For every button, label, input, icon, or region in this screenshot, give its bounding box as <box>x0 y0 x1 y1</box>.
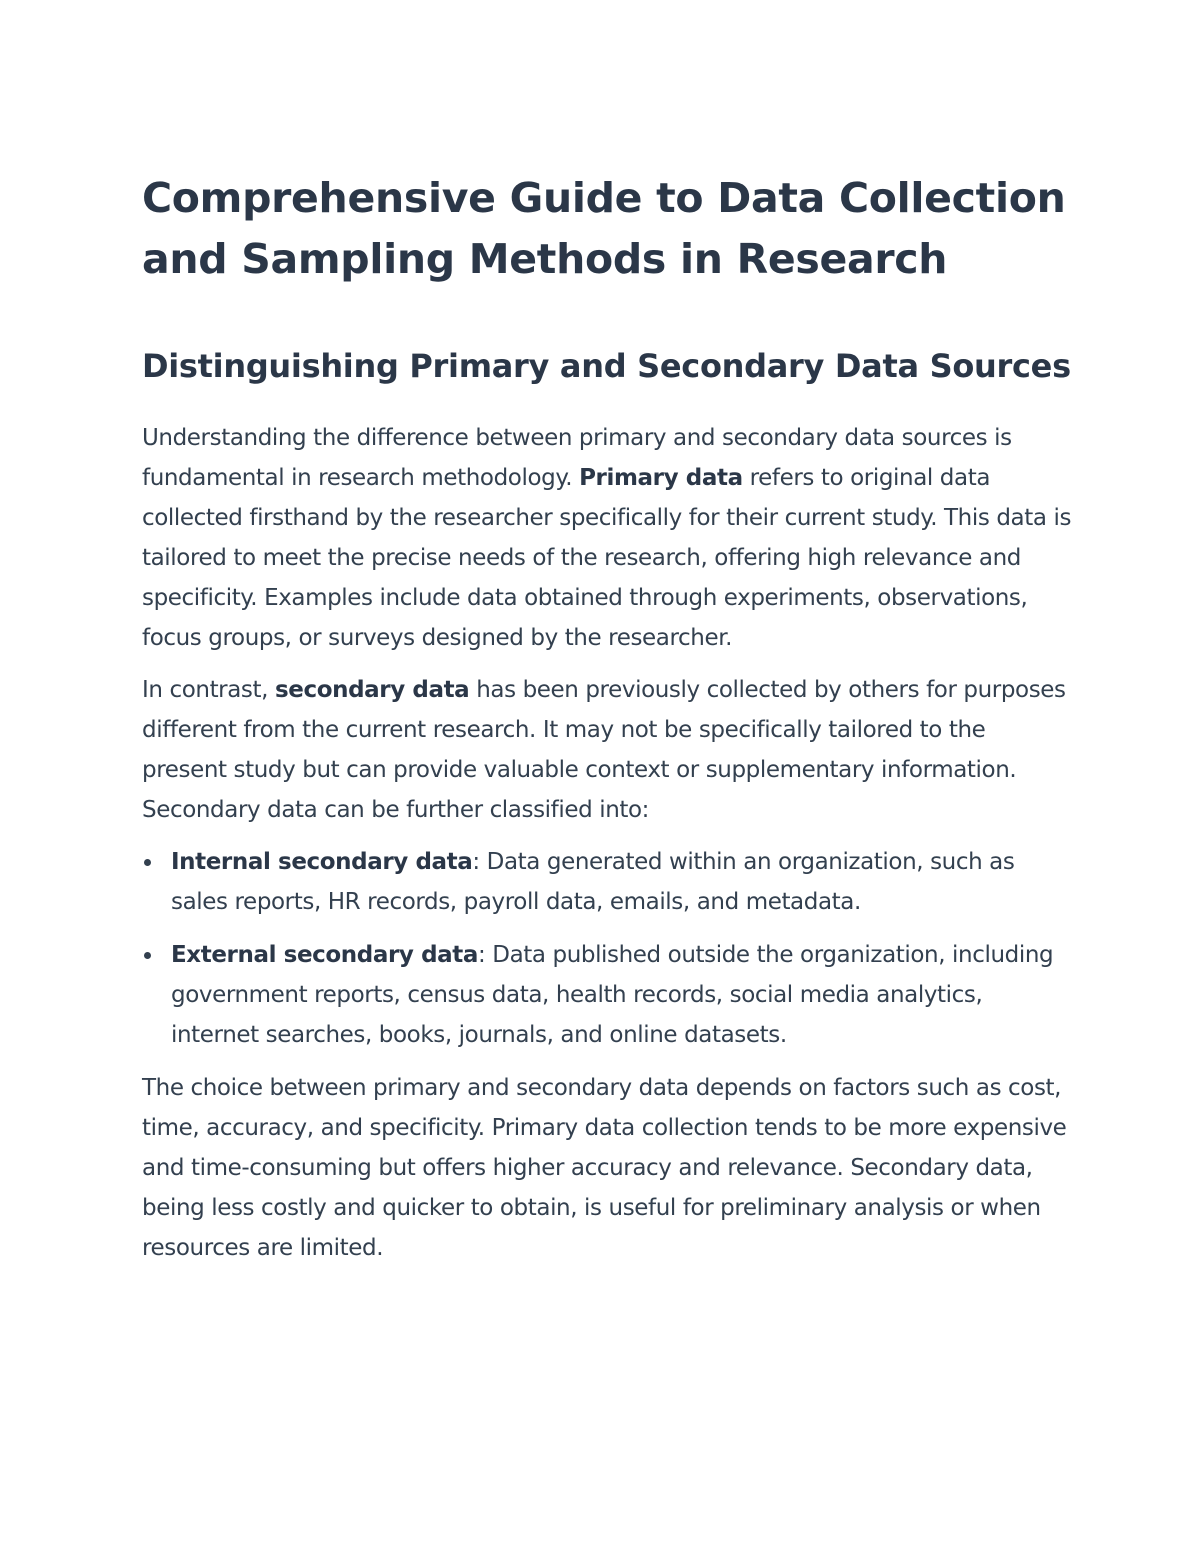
term-external-secondary-data: External secondary data <box>171 942 478 968</box>
term-secondary-data: secondary data <box>274 677 470 703</box>
paragraph-text: refers to original data collected firsthand by the researcher specifically for their current study. This data is tailored to meet the precise needs of the research, offering high relevance and specificity. Examples include data obtained through experiments, observations, focus groups, or surveys designed by the researcher. <box>142 465 1072 651</box>
section-heading: Distinguishing Primary and Secondary Data Sources <box>142 347 1071 385</box>
secondary-data-types-list <box>142 842 1072 1055</box>
paragraph-secondary-data <box>142 670 1072 830</box>
list-item-text: : Data published outside the organization, including government reports, census data, health records, social media analytics, internet searches, books, journals, and online datasets. <box>171 942 1054 1048</box>
list-item-text: : Data generated within an organization, such as sales reports, HR records, payroll data, emails, and metadata. <box>171 849 1015 915</box>
paragraph-primary-data <box>142 418 1072 658</box>
paragraph-text: has been previously collected by others for purposes different from the current research. It may not be specifically tailored to the present study but can provide valuable context or supplementary information. Secondary data can be further classified into: <box>142 677 1066 823</box>
paragraph-text: In contrast, <box>142 677 275 703</box>
paragraph-text: Understanding the difference between primary and secondary data sources is fundamental in research methodology. <box>142 425 1012 491</box>
term-primary-data: Primary data <box>579 465 743 491</box>
document-page <box>142 168 1072 1268</box>
list-item <box>142 935 1072 1055</box>
paragraph-choice: The choice between primary and secondary data depends on factors such as cost, time, accuracy, and specificity. Primary data collection tends to be more expensive and time-consuming but offers higher accuracy and relevance. Secondary data, being less costly and quicker to obtain, is useful for preliminary analysis or when resources are limited. <box>142 1075 1067 1261</box>
bullet-icon <box>144 859 151 866</box>
bullet-icon <box>144 952 151 959</box>
list-item <box>142 842 1072 922</box>
document-title: Comprehensive Guide to Data Collection and Sampling Methods in Research <box>142 174 1066 283</box>
term-internal-secondary-data: Internal secondary data <box>171 849 473 875</box>
